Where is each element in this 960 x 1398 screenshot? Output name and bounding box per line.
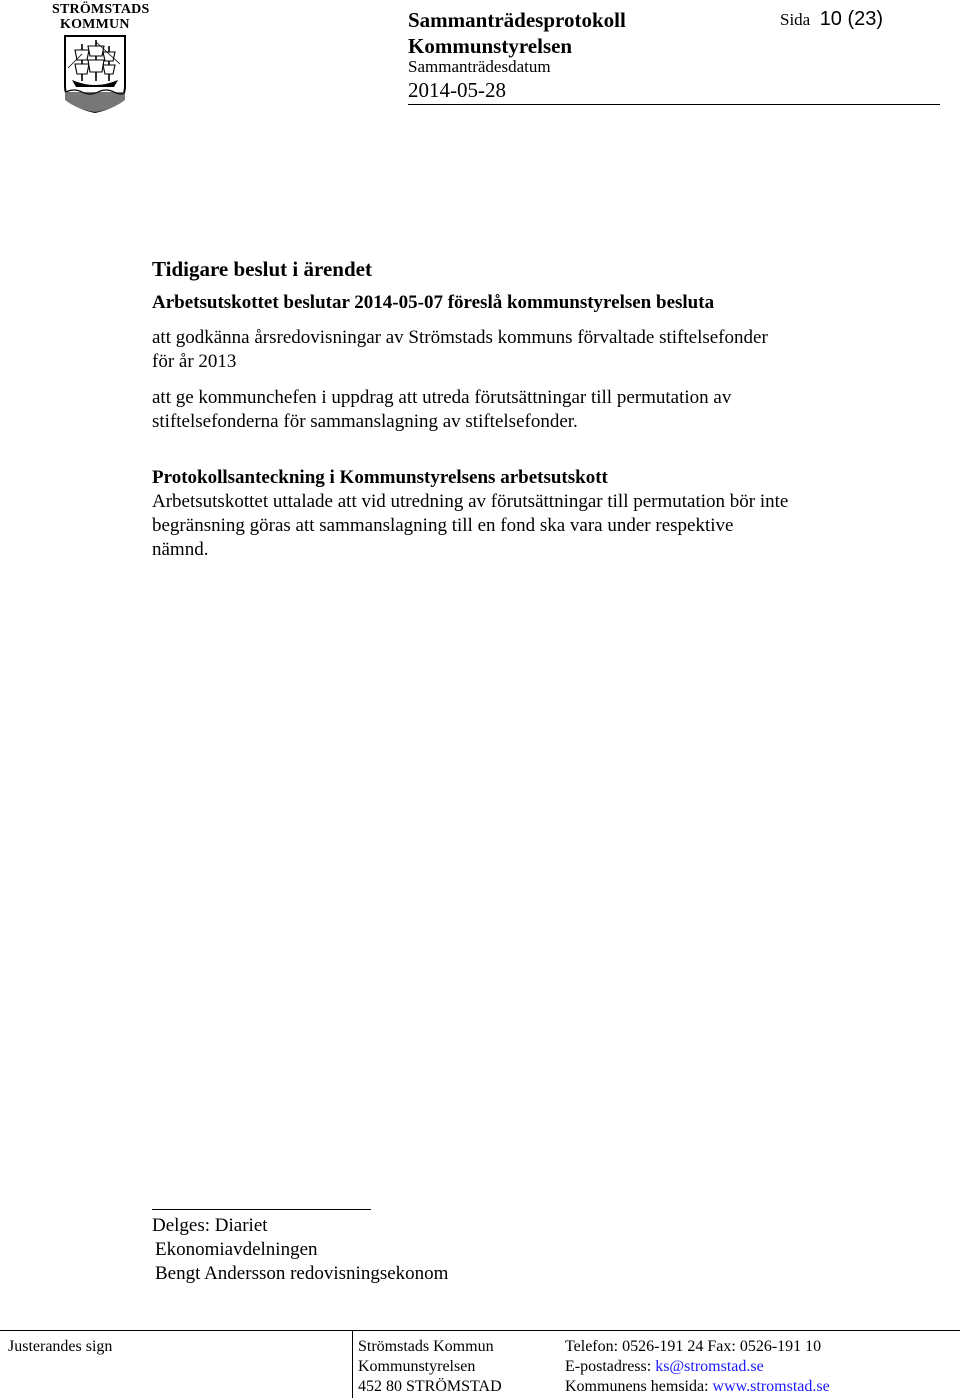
page-indicator — [780, 8, 883, 31]
email-link[interactable]: ks@stromstad.se — [655, 1358, 764, 1375]
website-link[interactable]: www.stromstad.se — [712, 1378, 830, 1395]
page-number: 10 (23) — [819, 8, 884, 30]
note-line-1: Arbetsutskottet uttalade att vid utredning av förutsättningar till permutation bör inte — [152, 491, 789, 512]
att-clause-1-line-1: att godkänna årsredovisningar av Strömstads kommuns förvaltade stiftelsefonder — [152, 327, 768, 348]
note-line-2: begränsning göras att sammanslagning till en fond ska vara under respektive — [152, 515, 734, 536]
ship-coat-of-arms-icon — [62, 34, 128, 114]
decision-intro: Arbetsutskottet beslutar 2014-05-07 föreslå kommunstyrelsen besluta — [152, 292, 715, 313]
committee-name: Kommunstyrelsen — [408, 34, 573, 58]
header-rule — [408, 104, 940, 105]
att-clause-2-line-1: att ge kommunchefen i uppdrag att utreda förutsättningar till permutation av — [152, 387, 732, 408]
logo-name-line1: STRÖMSTADS — [52, 2, 150, 17]
distribution-line-1: Delges: Diariet — [152, 1215, 268, 1236]
note-heading: Protokollsanteckning i Kommunstyrelsens arbetsutskott — [152, 467, 608, 488]
footer-rule — [0, 1330, 960, 1331]
footer-divider — [352, 1330, 353, 1398]
page-label: Sida — [780, 10, 811, 29]
distribution-rule — [152, 1209, 371, 1210]
distribution-line-2: Ekonomiavdelningen — [155, 1239, 318, 1260]
footer-org-name: Strömstads Kommun — [358, 1338, 494, 1355]
web-label: Kommunens hemsida: — [565, 1378, 713, 1395]
email-label: E-postadress: — [565, 1358, 656, 1375]
att-clause-2-line-2: stiftelsefonderna för sammanslagning av stiftelsefonder. — [152, 411, 578, 432]
logo-name-line2: KOMMUN — [60, 17, 130, 32]
att-clause-1-line-2: för år 2013 — [152, 351, 237, 372]
footer-org-address: 452 80 STRÖMSTAD — [358, 1378, 502, 1395]
meeting-date-label: Sammanträdesdatum — [408, 57, 551, 76]
section-heading: Tidigare beslut i ärendet — [152, 257, 372, 281]
meeting-date: 2014-05-28 — [408, 78, 506, 102]
distribution-line-3: Bengt Andersson redovisningsekonom — [155, 1263, 449, 1284]
note-line-3: nämnd. — [152, 539, 209, 560]
footer-web-row — [565, 1377, 830, 1397]
footer-org-unit: Kommunstyrelsen — [358, 1358, 476, 1375]
signature-label: Justerandes sign — [8, 1338, 113, 1355]
footer-email-row — [565, 1357, 764, 1377]
footer-phone: Telefon: 0526-191 24 Fax: 0526-191 10 — [565, 1338, 822, 1355]
document-type: Sammanträdesprotokoll — [408, 8, 626, 32]
